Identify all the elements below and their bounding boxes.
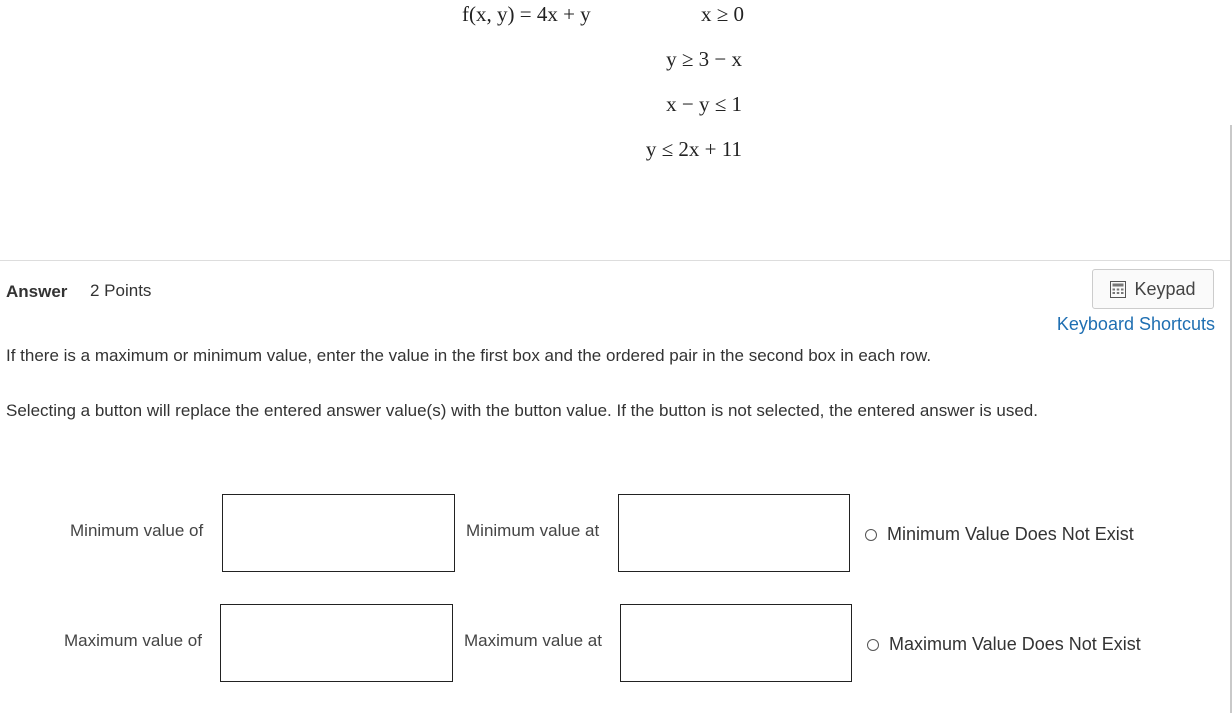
calculator-icon [1110,281,1126,298]
max-point-label: Maximum value at [464,631,602,650]
objective-function: f(x, y) = 4x + y [462,2,591,26]
min-dne-option[interactable] [865,524,1134,545]
max-point-input[interactable] [620,604,852,682]
max-value-input[interactable] [220,604,453,682]
min-value-label: Minimum value of [70,521,204,540]
keyboard-shortcuts-link[interactable]: Keyboard Shortcuts [1056,314,1215,334]
max-dne-label: Maximum Value Does Not Exist [889,634,1141,654]
max-dne-option[interactable] [867,634,1141,655]
constraint-4: y ≤ 2x + 11 [645,137,742,161]
section-divider [0,260,1230,261]
answer-heading: Answer [6,282,68,301]
keypad-label: Keypad [1134,278,1196,299]
max-value-label: Maximum value of [64,631,202,650]
instruction-entry: If there is a maximum or minimum value, enter the value in the first box and the ordered pair in the second box in each row. [6,346,932,365]
min-dne-radio[interactable] [865,529,877,541]
min-dne-label: Minimum Value Does Not Exist [887,524,1134,544]
constraint-2: y ≥ 3 − x [666,47,742,71]
min-point-label: Minimum value at [466,521,600,540]
max-dne-radio[interactable] [867,639,879,651]
points-label: 2 Points [90,281,152,300]
keypad-button[interactable] [1092,269,1214,309]
instruction-buttons: Selecting a button will replace the entered answer value(s) with the button value. If the button is not selected, the entered answer is used. [6,401,1038,420]
min-point-input[interactable] [618,494,850,572]
constraint-3: x − y ≤ 1 [666,92,742,116]
min-value-input[interactable] [222,494,455,572]
constraint-1: x ≥ 0 [700,2,744,26]
